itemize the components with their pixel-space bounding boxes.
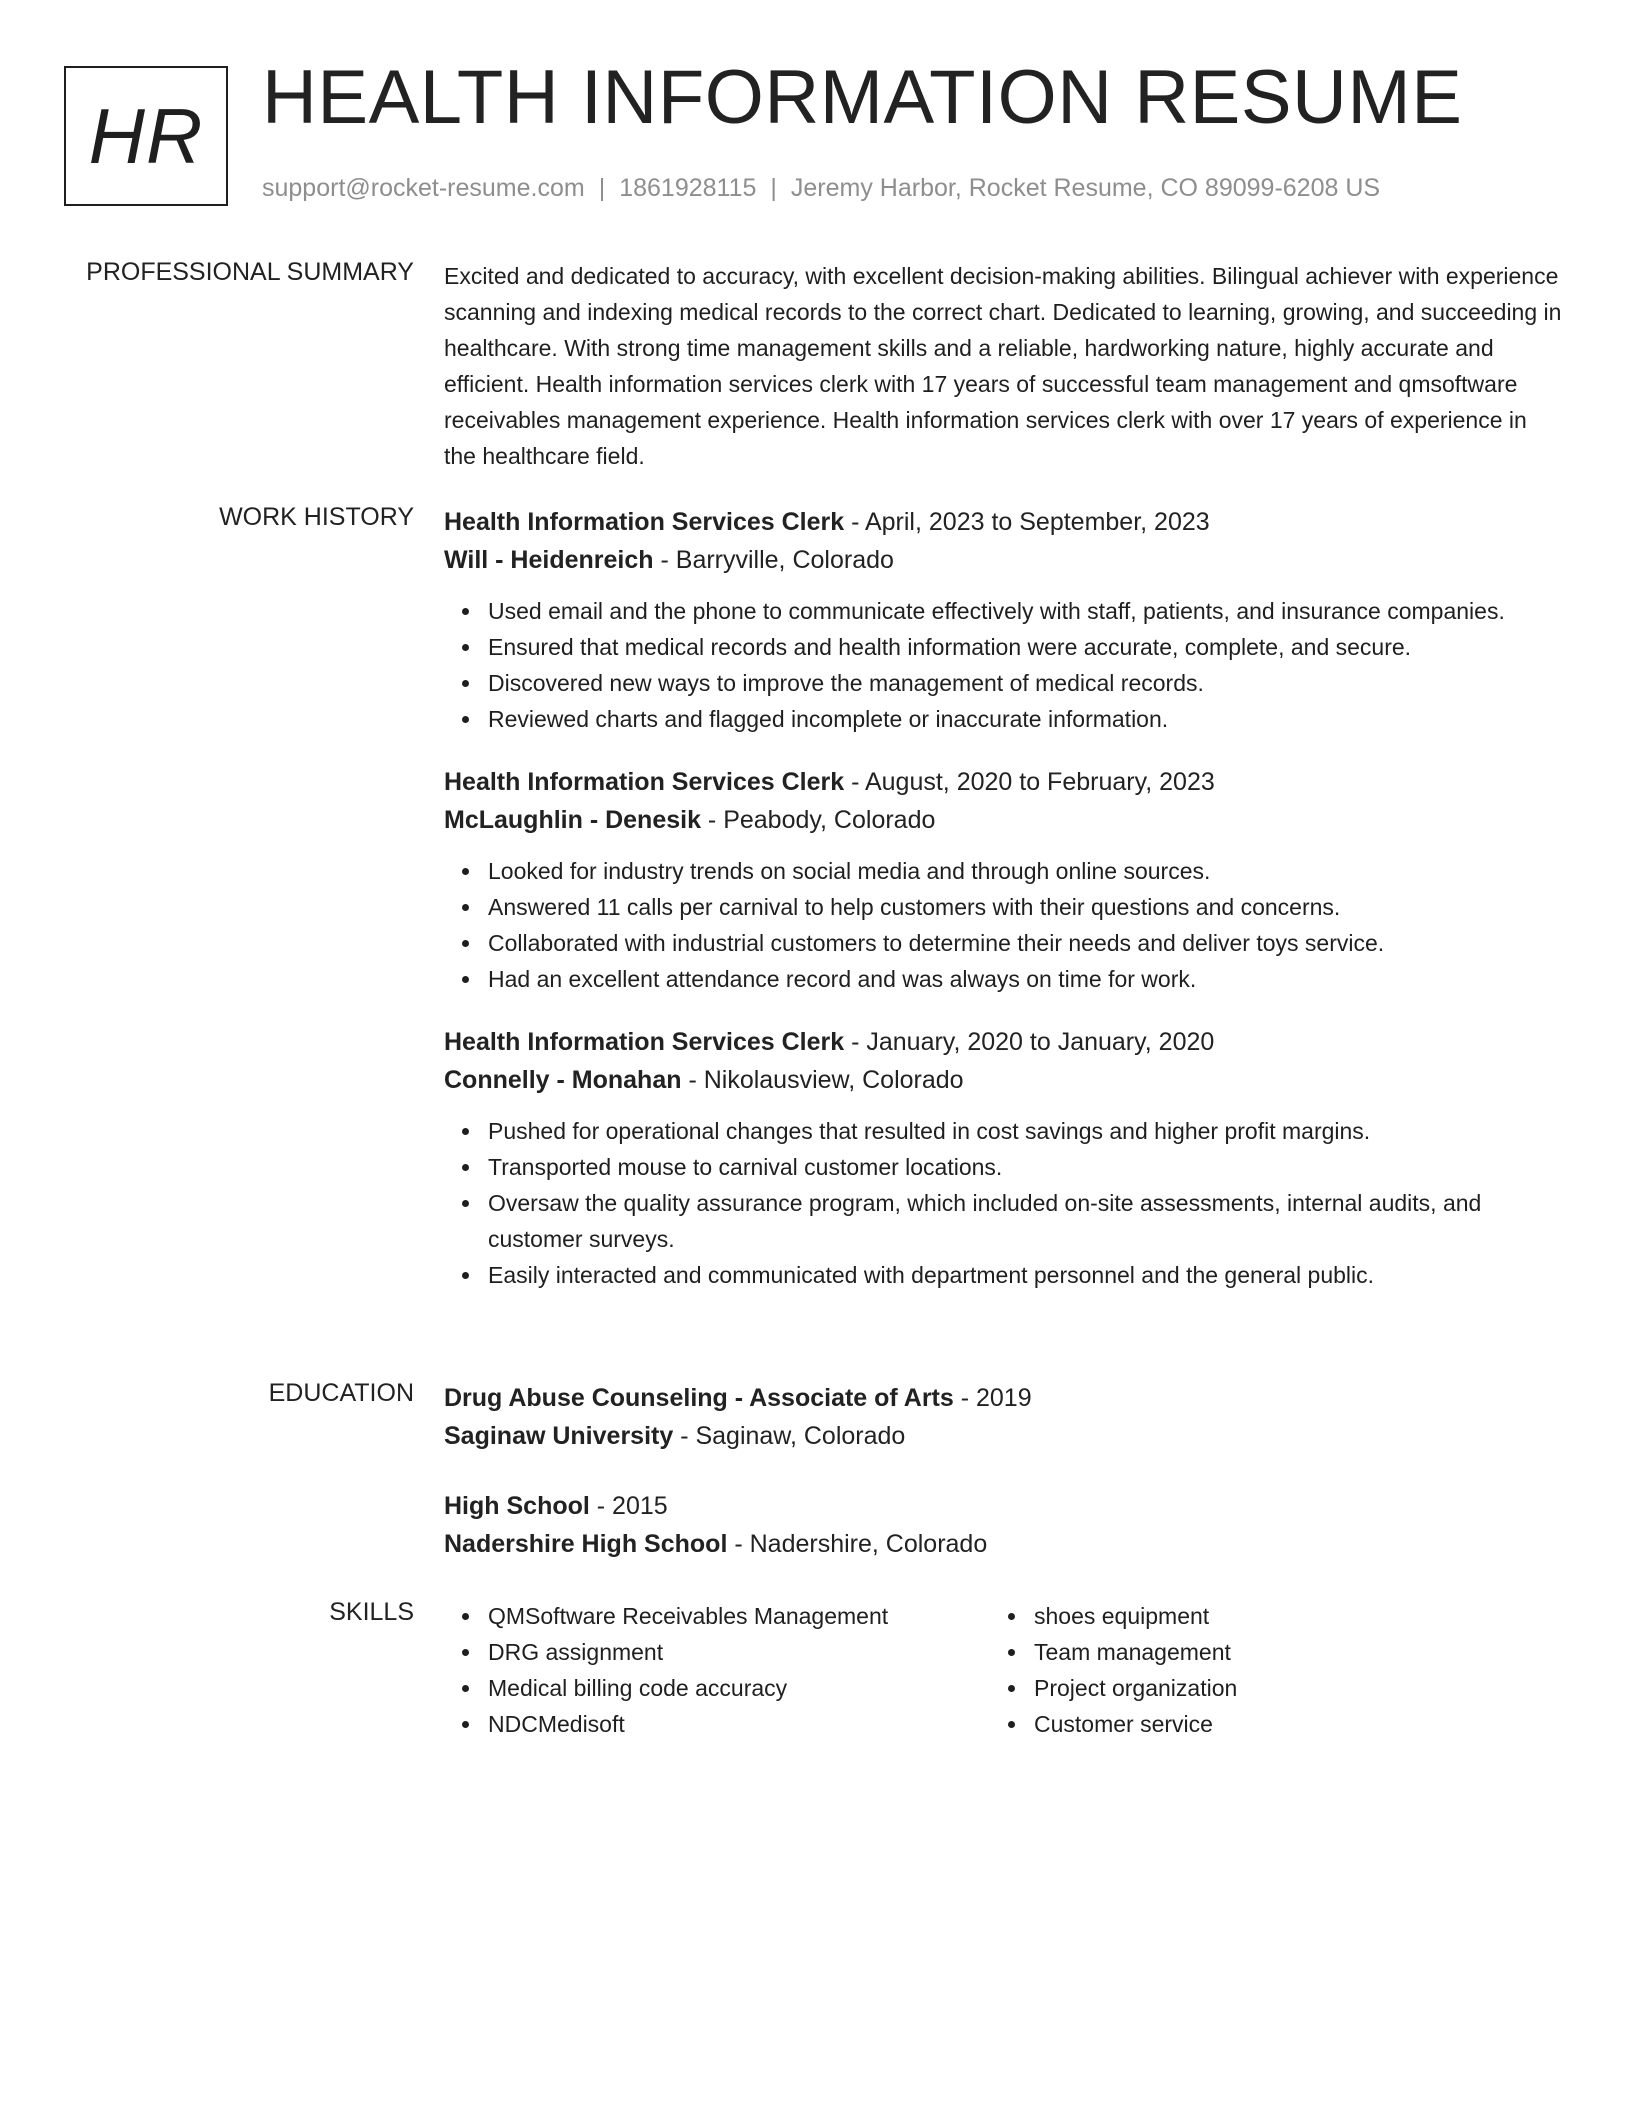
contact-phone[interactable]: 1861928115: [619, 174, 757, 202]
job-title-line: [444, 503, 1564, 541]
list-item: NDCMedisoft: [488, 1706, 990, 1742]
list-item: Reviewed charts and flagged incomplete or inaccurate information.: [488, 701, 1564, 737]
job-company-line: [444, 1061, 1564, 1099]
job-title: Health Information Services Clerk: [444, 508, 845, 536]
education-location: - Saginaw, Colorado: [673, 1422, 906, 1450]
education-school: Saginaw University: [444, 1422, 674, 1450]
education-location: - Nadershire, Colorado: [727, 1530, 988, 1558]
job-bullets: [444, 593, 1564, 737]
education-entry: [444, 1379, 1564, 1455]
list-item: Looked for industry trends on social media and through online sources.: [488, 853, 1564, 889]
summary-body: [444, 258, 1564, 474]
job-entry: [444, 503, 1564, 737]
section-label-skills: SKILLS: [329, 1598, 414, 1626]
skills-body: [444, 1598, 1564, 1742]
job-company: Will - Heidenreich: [444, 546, 654, 574]
list-item: Used email and the phone to communicate effectively with staff, patients, and insurance companies.: [488, 593, 1564, 629]
list-item: Project organization: [1034, 1670, 1536, 1706]
work-history-body: [444, 503, 1564, 1319]
job-company: McLaughlin - Denesik: [444, 806, 701, 834]
education-entry: [444, 1487, 1564, 1563]
list-item: Oversaw the quality assurance program, which included on-site assessments, internal audits, and customer surveys.: [488, 1185, 1564, 1257]
list-item: Ensured that medical records and health information were accurate, complete, and secure.: [488, 629, 1564, 665]
job-location: - Nikolausview, Colorado: [681, 1066, 964, 1094]
section-label-summary: PROFESSIONAL SUMMARY: [86, 258, 414, 286]
contact-line: [262, 174, 1380, 203]
job-title: Health Information Services Clerk: [444, 768, 845, 796]
job-dates: - April, 2023 to September, 2023: [844, 508, 1210, 536]
list-item: Collaborated with industrial customers to determine their needs and deliver toys service.: [488, 925, 1564, 961]
section-label-work-history: WORK HISTORY: [219, 503, 414, 531]
skills-column-left: [444, 1598, 990, 1742]
summary-text: Excited and dedicated to accuracy, with excellent decision-making abilities. Bilingual achiever with experience scanning and indexing medical records to the correct chart. Dedicated to learning, growing, and succeeding in healthcare. With strong time management skills and a reliable, hardworking nature, highly accurate and efficient. Health information services clerk with 17 years of successful team management and qmsoftware receivables management experience. Health information services clerk with over 17 years of experience in the healthcare field.: [444, 263, 1562, 469]
contact-email[interactable]: support@rocket-resume.com: [262, 174, 585, 202]
list-item: shoes equipment: [1034, 1598, 1536, 1634]
education-year: - 2015: [589, 1492, 668, 1520]
list-item: Discovered new ways to improve the management of medical records.: [488, 665, 1564, 701]
education-degree: High School: [444, 1492, 590, 1520]
contact-separator: |: [598, 174, 606, 202]
list-item: Customer service: [1034, 1706, 1536, 1742]
list-item: Easily interacted and communicated with department personnel and the general public.: [488, 1257, 1564, 1293]
list-item: Had an excellent attendance record and was always on time for work.: [488, 961, 1564, 997]
education-degree-line: [444, 1487, 1564, 1525]
list-item: Transported mouse to carnival customer locations.: [488, 1149, 1564, 1185]
job-title: Health Information Services Clerk: [444, 1028, 845, 1056]
list-item: QMSoftware Receivables Management: [488, 1598, 990, 1634]
education-school: Nadershire High School: [444, 1530, 728, 1558]
job-company-line: [444, 541, 1564, 579]
education-degree: Drug Abuse Counseling - Associate of Arts: [444, 1384, 954, 1412]
job-title-line: [444, 763, 1564, 801]
education-year: - 2019: [953, 1384, 1032, 1412]
job-bullets: [444, 853, 1564, 997]
contact-address: Jeremy Harbor, Rocket Resume, CO 89099-6208 US: [790, 174, 1381, 202]
job-entry: [444, 1023, 1564, 1293]
job-company: Connelly - Monahan: [444, 1066, 682, 1094]
job-company-line: [444, 801, 1564, 839]
job-entry: [444, 763, 1564, 997]
job-dates: - August, 2020 to February, 2023: [844, 768, 1215, 796]
section-label-education: EDUCATION: [268, 1379, 414, 1407]
monogram-logo: HR: [64, 66, 228, 206]
list-item: Medical billing code accuracy: [488, 1670, 990, 1706]
job-location: - Peabody, Colorado: [700, 806, 936, 834]
list-item: Answered 11 calls per carnival to help customers with their questions and concerns.: [488, 889, 1564, 925]
list-item: Team management: [1034, 1634, 1536, 1670]
education-degree-line: [444, 1379, 1564, 1417]
skills-grid: [444, 1598, 1564, 1742]
education-school-line: [444, 1525, 1564, 1563]
list-item: Pushed for operational changes that resulted in cost savings and higher profit margins.: [488, 1113, 1564, 1149]
education-school-line: [444, 1417, 1564, 1455]
resume-title: HEALTH INFORMATION RESUME: [262, 55, 1463, 140]
list-item: DRG assignment: [488, 1634, 990, 1670]
skills-column-right: [990, 1598, 1536, 1742]
education-body: [444, 1379, 1564, 1595]
job-bullets: [444, 1113, 1564, 1293]
job-location: - Barryville, Colorado: [653, 546, 894, 574]
job-dates: - January, 2020 to January, 2020: [844, 1028, 1215, 1056]
job-title-line: [444, 1023, 1564, 1061]
contact-separator: |: [770, 174, 777, 202]
